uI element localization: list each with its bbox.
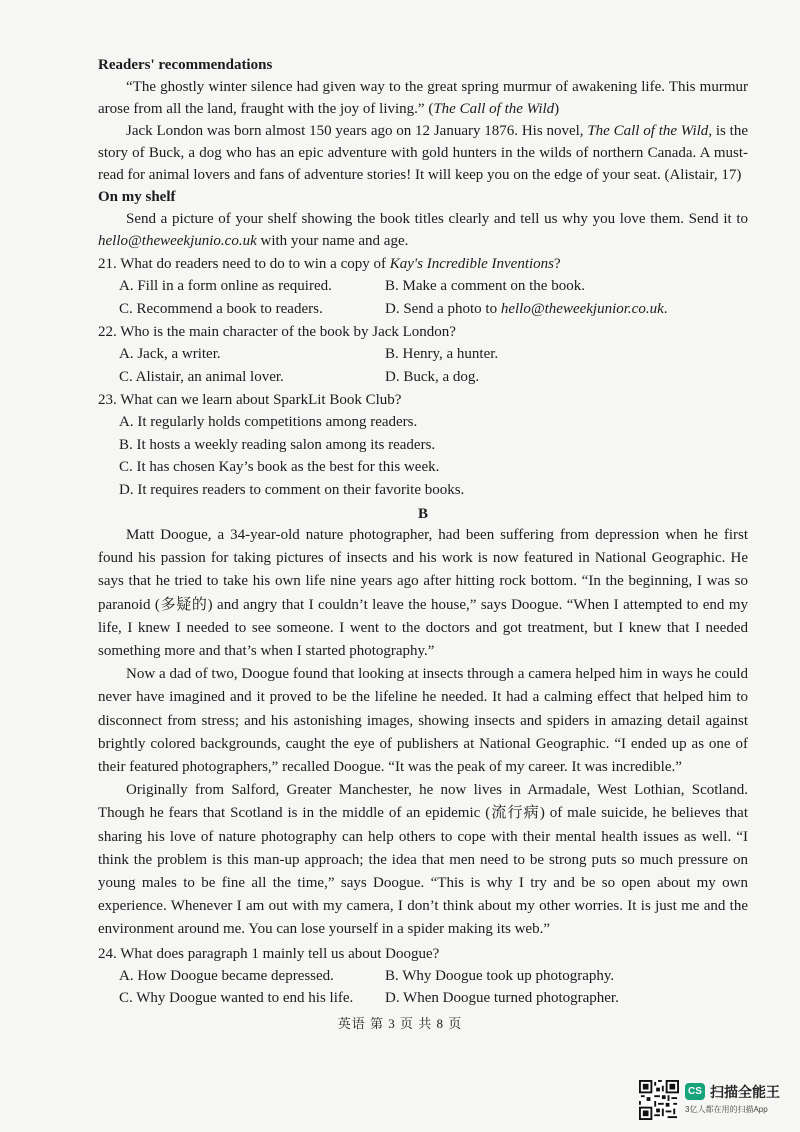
p3-text-start: Send a picture of your shelf showing the book titles clearly and tell us why you love them. Send it to	[126, 211, 748, 227]
q24-option-a: A. How Doogue became depressed.	[119, 967, 334, 984]
page-footer: 英语 第 3 页 共 8 页	[337, 1016, 463, 1031]
q21-stem: 21. What do readers need to do to win a copy of	[98, 256, 390, 272]
q22-option-a: A. Jack, a writer.	[119, 346, 221, 362]
q21-option-d-text: D. Send a photo to	[385, 300, 501, 317]
scanner-watermark	[639, 1080, 789, 1124]
quote-book-title: The Call of the Wild	[433, 101, 555, 117]
section-b-label: B	[417, 506, 428, 522]
question-23: 23. What can we learn about SparkLit Book Club?	[98, 392, 402, 408]
q24-option-b: B. Why Doogue took up photography.	[385, 967, 615, 984]
q24-option-c: C. Why Doogue wanted to end his life.	[119, 990, 354, 1007]
quote-close: )	[554, 101, 560, 117]
q23-options	[98, 411, 748, 501]
question-24: 24. What does paragraph 1 mainly tell us about Doogue?	[98, 945, 440, 962]
qr-code-icon	[639, 1080, 679, 1120]
q21-stem-end: ?	[554, 256, 561, 272]
p2-book-title: The Call of the Wild	[587, 123, 709, 139]
section-b-passage	[98, 524, 748, 942]
q22-option-d: D. Buck, a dog.	[385, 368, 480, 385]
q21-option-d-end: .	[663, 300, 668, 317]
camscanner-logo-icon: CS	[685, 1083, 705, 1100]
question-21	[98, 253, 748, 275]
scanner-brand-name: 扫描全能王	[710, 1084, 780, 1100]
q24-option-d: D. When Doogue turned photographer.	[385, 990, 619, 1007]
section-b-paragraph-2: Now a dad of two, Doogue found that looking at insects through a camera helped him in ways he could never have imagined and it proved to be the lifeline he needed. It had a calming effect that helped him to disconnect from stress; and his astonishing images, showing insects and spiders in amazing detail against brightly colored backgrounds, caught the eye of publishers at National Geographic. “I ended up as one of their featured photographers,” recalled Doogue. “It was the peak of my career. It was incredible.”	[98, 666, 748, 776]
q24-options	[98, 965, 748, 1010]
q22-options	[98, 343, 748, 388]
q23-option-c: C. It has chosen Kay’s book as the best for this week.	[119, 459, 440, 475]
section-b-paragraph-3: Originally from Salford, Greater Manchester, he now lives in Armadale, West Lothian, Scotland. Though he fears that Scotland is in the middle of an epidemic (流行病) of male suicide, he believes that sharing his love of nature photography can help others to cope with their mental health issues as well. “I think the problem is this man-up approach; the idea that men need to be strong puts so much pressure on young males to be fine all the time,” says Doogue. “This is why I try and be so open about my own experience. Whenever I am out with my camera, I don’t think about my other worries. It is just me and the environment around me. You can lose yourself in a spider making its web.”	[98, 782, 748, 938]
section-b-paragraph-1: Matt Doogue, a 34-year-old nature photographer, had been suffering from depression when he first found his passion for taking pictures of insects and his work is now featured in National Geographic. He says that he tried to take his own life nine years ago after hitting rock bottom. “In the beginning, I was so paranoid (多疑的) and angry that I couldn’t leave the house,” says Doogue. “When I attempted to end my life, I knew I needed to see someone. I went to the doctors and got treatment, but I knew that I needed something more and that’s when I started photography.”	[98, 527, 748, 660]
heading-readers-recommendations: Readers' recommendations	[98, 57, 273, 73]
heading-on-my-shelf: On my shelf	[98, 189, 176, 205]
p3-text-end: with your name and age.	[256, 233, 409, 249]
q21-option-a: A. Fill in a form online as required.	[119, 278, 332, 294]
q22-option-c: C. Alistair, an animal lover.	[119, 368, 284, 385]
q23-option-d: D. It requires readers to comment on their favorite books.	[119, 481, 465, 498]
q21-option-b: B. Make a comment on the book.	[385, 278, 585, 294]
scanner-tagline: 3亿人都在用的扫描App	[685, 1105, 768, 1114]
q21-option-c: C. Recommend a book to readers.	[119, 300, 323, 317]
q23-option-b: B. It hosts a weekly reading salon among its readers.	[119, 436, 436, 453]
p2-text-end: , is the story of Buck, a dog who has an epic adventure with gold hunters in the wilds of northern Canada. A must-read for animal lovers and fans of adventure stories! It will keep you on the edge of your seat. (Alistair, 17)	[98, 123, 748, 183]
q21-option-d	[385, 298, 769, 321]
q21-options	[98, 275, 748, 320]
quote-text: “The ghostly winter silence had given way to the great spring murmur of awakening life. This murmur arose from all the land, fraught with the joy of living.” (	[98, 79, 748, 117]
quote-paragraph	[98, 76, 748, 120]
q23-option-a: A. It regularly holds competitions among readers.	[119, 414, 418, 430]
shelf-paragraph	[98, 208, 748, 252]
q21-book-title: Kay's Incredible Inventions	[389, 256, 555, 272]
jack-london-paragraph	[98, 120, 748, 186]
question-22: 22. Who is the main character of the book by Jack London?	[98, 324, 456, 340]
p3-email: hello@theweekjunio.co.uk	[98, 233, 257, 249]
q21-option-d-email: hello@theweekjunior.co.uk	[500, 300, 664, 317]
page-content	[98, 54, 748, 1010]
q22-option-b: B. Henry, a hunter.	[385, 346, 499, 362]
p2-text-start: Jack London was born almost 150 years ago on 12 January 1876. His novel,	[126, 123, 588, 139]
